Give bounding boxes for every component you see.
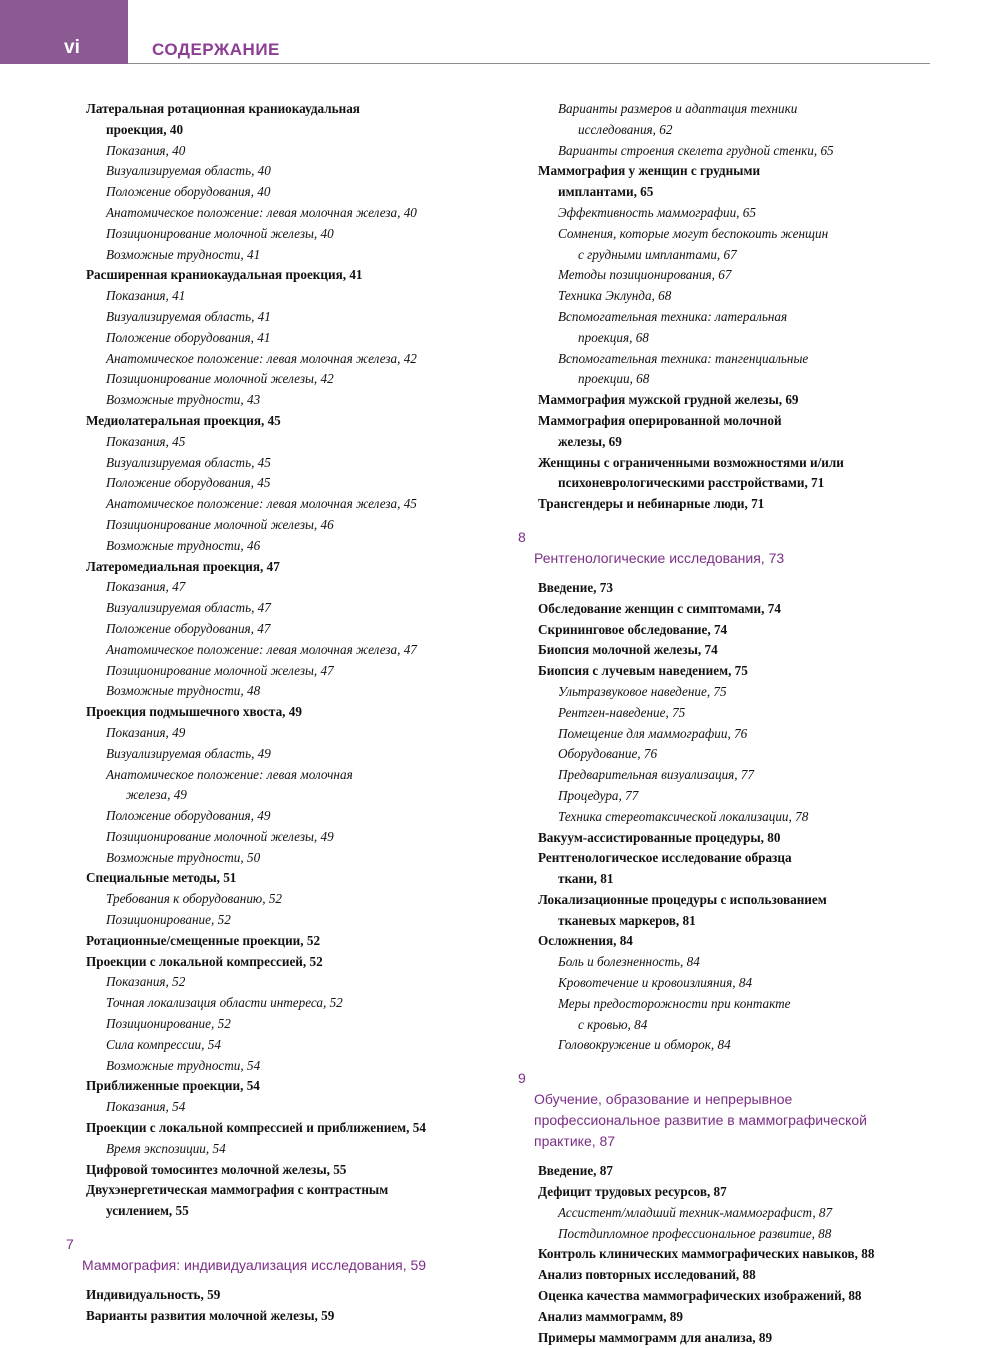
toc-subsection-entry[interactable]: Показания, 40 [106,142,186,158]
toc-subsection-entry[interactable]: Требования к оборудованию, 52 [106,891,283,907]
toc-section-entry[interactable]: Осложнения, 84 [538,933,633,949]
toc-subsection-entry[interactable]: Анатомическое положение: левая молочная [106,766,353,782]
toc-subsection-entry[interactable]: с кровью, 84 [578,1016,648,1032]
toc-section-entry[interactable]: Медиолатеральная проекция, 45 [86,412,281,428]
toc-section-entry[interactable]: Специальные методы, 51 [86,870,237,886]
toc-subsection-entry[interactable]: Сомнения, которые могут беспокоить женщин [558,225,829,241]
toc-subsection-entry[interactable]: Визуализируемая область, 47 [106,600,271,616]
toc-section-entry[interactable]: Скрининговое обследование, 74 [538,621,728,637]
toc-left-column [66,99,506,1327]
page-number: vi [64,37,80,58]
toc-subsection-entry[interactable]: Анатомическое положение: левая молочная железа, 45 [106,496,417,512]
toc-subsection-entry[interactable]: Показания, 52 [106,974,186,990]
toc-section-entry[interactable]: Оценка качества маммографических изображений, 88 [538,1288,862,1304]
toc-section-entry[interactable]: Двухэнергетическая маммография с контрастным [86,1182,389,1198]
toc-subsection-entry[interactable]: Возможные трудности, 41 [106,246,261,262]
toc-subsection-entry[interactable]: Боль и болезненность, 84 [558,954,700,970]
toc-subsection-entry[interactable]: Показания, 45 [106,433,186,449]
toc-section-entry[interactable]: Проекция подмышечного хвоста, 49 [86,704,302,720]
toc-section-entry[interactable]: Биопсия молочной железы, 74 [538,642,718,658]
toc-subsection-entry[interactable]: Возможные трудности, 54 [106,1057,261,1073]
toc-section-entry[interactable]: Приближенные проекции, 54 [86,1078,260,1094]
chapter-title-line: Обучение, образование и непрерывное [534,1091,793,1108]
toc-section-entry[interactable]: Расширенная краниокаудальная проекция, 41 [86,267,363,283]
toc-subsection-entry[interactable]: Время экспозиции, 54 [106,1140,226,1156]
toc-section-entry[interactable]: Введение, 87 [538,1163,613,1179]
toc-section-entry[interactable]: Ротационные/смещенные проекции, 52 [86,932,321,948]
toc-subsection-entry[interactable]: Помещение для маммографии, 76 [558,725,748,741]
section-title: СОДЕРЖАНИЕ [152,40,280,59]
toc-subsection-entry[interactable]: Возможные трудности, 43 [106,392,261,408]
toc-subsection-entry[interactable]: Показания, 41 [106,288,186,304]
toc-right-column [518,99,958,1348]
toc-subsection-entry[interactable]: Позиционирование молочной железы, 40 [106,225,334,241]
toc-subsection-entry[interactable]: Позиционирование молочной железы, 46 [106,516,334,532]
toc-section-entry[interactable]: Маммография оперированной молочной [538,412,782,428]
toc-section-entry[interactable]: Вакуум-ассистированные процедуры, 80 [538,829,781,845]
toc-subsection-entry[interactable]: Головокружение и обморок, 84 [558,1037,731,1053]
toc-subsection-entry[interactable]: Оборудование, 76 [558,746,658,762]
toc-section-entry[interactable]: Обследование женщин с симптомами, 74 [538,600,781,616]
toc-section-entry[interactable]: Латеромедиальная проекция, 47 [86,558,280,574]
toc-subsection-entry[interactable]: Позиционирование молочной железы, 47 [106,662,334,678]
toc-subsection-entry[interactable]: Визуализируемая область, 49 [106,745,271,761]
chapter-heading[interactable] [518,1068,958,1152]
page-number-tab [0,0,128,64]
toc-subsection-entry[interactable]: Позиционирование, 52 [106,1016,231,1032]
toc-subsection-entry[interactable]: проекции, 68 [578,371,650,387]
toc-subsection-entry[interactable]: Положение оборудования, 45 [106,475,271,491]
chapter-number: 8 [518,528,526,545]
toc-subsection-entry[interactable]: Возможные трудности, 50 [106,849,261,865]
toc-subsection-entry[interactable]: Анатомическое положение: левая молочная железа, 42 [106,350,417,366]
toc-subsection-entry[interactable]: Вспомогательная техника: латеральная [558,308,788,324]
toc-subsection-entry[interactable]: исследования, 62 [578,121,673,137]
toc-subsection-entry[interactable]: Показания, 49 [106,724,186,740]
chapter-title-line: Маммография: индивидуализация исследования, 59 [82,1257,427,1274]
toc-subsection-entry[interactable]: Анатомическое положение: левая молочная железа, 40 [106,204,417,220]
toc-section-entry[interactable]: усилением, 55 [106,1203,189,1219]
toc-section-entry[interactable]: Проекции с локальной компрессией, 52 [86,953,323,969]
toc-subsection-entry[interactable]: Эффективность маммографии, 65 [558,204,756,220]
toc-subsection-entry[interactable]: Визуализируемая область, 45 [106,454,271,470]
toc-section-entry[interactable]: Анализ маммограмм, 89 [538,1308,683,1324]
toc-section-entry[interactable]: Маммография мужской грудной железы, 69 [538,392,799,408]
toc-subsection-entry[interactable]: Позиционирование молочной железы, 42 [106,371,334,387]
toc-section-entry[interactable]: Введение, 73 [538,579,613,595]
toc-section-entry[interactable]: Биопсия с лучевым наведением, 75 [538,663,748,679]
toc-subsection-entry[interactable]: Техника Эклунда, 68 [558,288,672,304]
chapter-number: 9 [518,1070,526,1087]
toc-subsection-entry[interactable]: Ультразвуковое наведение, 75 [558,683,727,699]
toc-subsection-entry[interactable]: Показания, 47 [106,579,186,595]
toc-subsection-entry[interactable]: Меры предосторожности при контакте [558,995,791,1011]
toc-subsection-entry[interactable]: Постдипломное профессиональное развитие, 88 [558,1225,832,1241]
toc-section-entry[interactable]: тканевых маркеров, 81 [558,912,696,928]
toc-subsection-entry[interactable]: Положение оборудования, 41 [106,329,271,345]
toc-subsection-entry[interactable]: Визуализируемая область, 41 [106,308,271,324]
toc-subsection-entry[interactable]: Возможные трудности, 46 [106,537,261,553]
toc-subsection-entry[interactable]: Визуализируемая область, 40 [106,163,271,179]
toc-section-entry[interactable]: Проекции с локальной компрессией и приближением, 54 [86,1120,426,1136]
toc-subsection-entry[interactable]: Варианты размеров и адаптация техники [558,101,798,116]
toc-section-entry[interactable]: Женщины с ограниченными возможностями и/или [538,454,844,470]
chapter-number: 7 [66,1236,74,1253]
toc-subsection-entry[interactable]: Техника стереотаксической локализации, 78 [558,808,809,824]
toc-section-entry[interactable]: Анализ повторных исследований, 88 [538,1267,756,1283]
toc-section-entry[interactable]: Трансгендеры и небинарные люди, 71 [538,496,765,512]
toc-section-entry[interactable]: проекция, 40 [106,121,184,137]
toc-section-entry[interactable]: Латеральная ротационная краниокаудальная [86,101,360,116]
toc-subsection-entry[interactable]: Возможные трудности, 48 [106,683,261,699]
toc-subsection-entry[interactable]: Варианты строения скелета грудной стенки, 65 [558,142,834,158]
toc-subsection-entry[interactable]: Рентген-наведение, 75 [558,704,686,720]
toc-section-entry[interactable]: психоневрологическими расстройствами, 71 [558,475,825,491]
toc-subsection-entry[interactable]: Положение оборудования, 49 [106,808,271,824]
chapter-title-line: Рентгенологические исследования, 73 [534,549,785,566]
chapter-title-line: профессиональное развитие в маммографической [534,1112,867,1129]
toc-section-entry[interactable]: ткани, 81 [558,871,614,887]
toc-section-entry[interactable]: железы, 69 [558,433,622,449]
toc-section-entry[interactable]: Рентгенологическое исследование образца [538,850,792,866]
toc-subsection-entry[interactable]: проекция, 68 [578,329,649,345]
toc-subsection-entry[interactable]: Методы позиционирования, 67 [558,267,732,283]
toc-subsection-entry[interactable]: Кровотечение и кровоизлияния, 84 [558,975,753,991]
chapter-heading[interactable] [66,1234,506,1276]
toc-subsection-entry[interactable]: Положение оборудования, 47 [106,620,271,636]
toc-section-entry[interactable]: Примеры маммограмм для анализа, 89 [538,1329,773,1345]
toc-subsection-entry[interactable]: Вспомогательная техника: тангенциальные [558,350,809,366]
toc-subsection-entry[interactable]: с грудными имплантами, 67 [578,246,737,262]
toc-section-entry[interactable]: Цифровой томосинтез молочной железы, 55 [86,1161,347,1177]
toc-subsection-entry[interactable]: Позиционирование, 52 [106,912,231,928]
toc-subsection-entry[interactable]: Предварительная визуализация, 77 [558,767,755,783]
toc-subsection-entry[interactable]: Ассистент/младший техник-маммографист, 87 [558,1204,833,1220]
chapter-title-line: практике, 87 [534,1133,616,1150]
toc-subsection-entry[interactable]: Сила компрессии, 54 [106,1036,221,1052]
toc-section-entry[interactable]: Маммография у женщин с грудными [538,163,761,179]
toc-section-entry[interactable]: Контроль клинических маммографических навыков, 88 [538,1246,875,1262]
toc-subsection-entry[interactable]: Позиционирование молочной железы, 49 [106,828,334,844]
toc-subsection-entry[interactable]: Показания, 54 [106,1099,186,1115]
toc-subsection-entry[interactable]: Процедура, 77 [558,787,639,803]
toc-section-entry[interactable]: Дефицит трудовых ресурсов, 87 [538,1184,727,1200]
chapter-heading[interactable] [518,527,958,569]
header-rule [128,63,930,64]
toc-section-entry[interactable]: Варианты развития молочной железы, 59 [86,1307,335,1323]
toc-section-entry[interactable]: имплантами, 65 [558,184,654,200]
toc-subsection-entry[interactable]: железа, 49 [126,787,187,803]
toc-section-entry[interactable]: Локализационные процедуры с использованием [538,891,827,907]
toc-section-entry[interactable]: Индивидуальность, 59 [86,1287,221,1303]
toc-subsection-entry[interactable]: Точная локализация области интереса, 52 [106,995,343,1011]
toc-subsection-entry[interactable]: Положение оборудования, 40 [106,184,271,200]
toc-subsection-entry[interactable]: Анатомическое положение: левая молочная железа, 47 [106,641,417,657]
